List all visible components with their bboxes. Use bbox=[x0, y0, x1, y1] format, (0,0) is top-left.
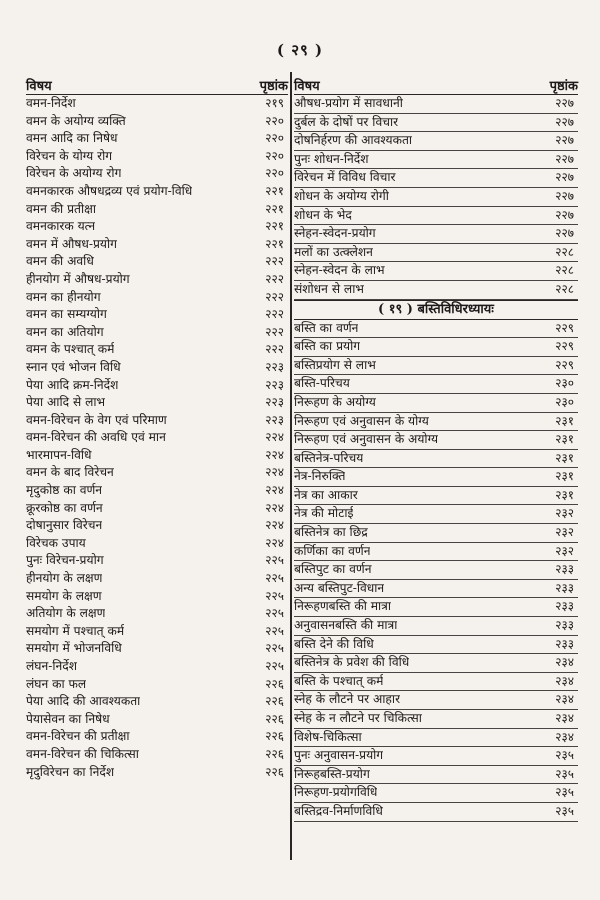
toc-entry-page: २२१ bbox=[265, 219, 284, 234]
toc-entry-page: २३० bbox=[555, 376, 574, 391]
toc-entry bbox=[294, 207, 578, 226]
toc-entry bbox=[26, 394, 288, 412]
toc-entry-page: २३५ bbox=[555, 748, 574, 763]
toc-entry-page: २२४ bbox=[265, 518, 284, 533]
toc-entry bbox=[26, 113, 288, 131]
toc-entry bbox=[26, 535, 288, 553]
toc-entry-page: २२९ bbox=[555, 357, 574, 372]
toc-entry-page: २२७ bbox=[555, 188, 574, 203]
toc-entry bbox=[26, 236, 288, 254]
toc-entry-page: २३१ bbox=[555, 487, 574, 502]
toc-entry-page: २२५ bbox=[265, 553, 284, 568]
toc-entry-page: २२३ bbox=[265, 359, 284, 374]
left-entries bbox=[26, 95, 288, 781]
toc-entry-page: २३४ bbox=[555, 655, 574, 670]
toc-entry bbox=[26, 728, 288, 746]
toc-entry-topic: वमन-विरेचन की प्रतीक्षा bbox=[26, 729, 130, 744]
toc-entry bbox=[294, 543, 578, 562]
left-header bbox=[26, 72, 288, 95]
toc-entry-page: २३३ bbox=[555, 562, 574, 577]
right-header-page: पृष्ठांक bbox=[549, 79, 578, 94]
toc-entry bbox=[26, 359, 288, 377]
toc-entry-page: २२४ bbox=[265, 483, 284, 498]
toc-entry-topic: दुर्बल के दोषों पर विचार bbox=[294, 114, 399, 129]
toc-entry-topic: वमन में औषध-प्रयोग bbox=[26, 236, 118, 251]
toc-entry bbox=[26, 570, 288, 588]
toc-entry bbox=[26, 341, 288, 359]
toc-entry-page: २२६ bbox=[265, 711, 284, 726]
toc-entry bbox=[294, 598, 578, 617]
left-column bbox=[26, 72, 288, 781]
toc-entry bbox=[26, 201, 288, 219]
toc-entry bbox=[26, 253, 288, 271]
toc-entry-page: २२६ bbox=[265, 676, 284, 691]
toc-entry-page: २२७ bbox=[555, 114, 574, 129]
toc-entry-page: २२४ bbox=[265, 447, 284, 462]
toc-entry-page: २२८ bbox=[555, 281, 574, 296]
toc-entry-topic: बस्ति देने की विधि bbox=[294, 636, 374, 651]
toc-entry bbox=[294, 636, 578, 655]
toc-entry bbox=[26, 377, 288, 395]
toc-entry bbox=[294, 132, 578, 151]
toc-entry bbox=[26, 306, 288, 324]
toc-entry bbox=[26, 693, 288, 711]
toc-entry bbox=[294, 561, 578, 580]
toc-entry-topic: नेत्र का आकार bbox=[294, 487, 358, 502]
toc-entry-topic: वमन के अयोग्य व्यक्ति bbox=[26, 113, 126, 128]
toc-entry bbox=[294, 375, 578, 394]
toc-entry-page: २२८ bbox=[555, 263, 574, 278]
toc-entry-topic: पेया आदि से लाभ bbox=[26, 395, 106, 410]
toc-entry-topic: वमन का सम्यग्योग bbox=[26, 307, 107, 322]
toc-entry-topic: बस्तिनेत्र-परिचय bbox=[294, 450, 364, 465]
toc-entry-topic: बस्ति का प्रयोग bbox=[294, 339, 361, 354]
toc-entry-topic: बस्ति के पश्चात् कर्म bbox=[294, 673, 384, 688]
toc-entry bbox=[294, 524, 578, 543]
toc-entry-page: २२५ bbox=[265, 623, 284, 638]
toc-entry-topic: पुनः शोधन-निर्देश bbox=[294, 151, 369, 166]
toc-entry bbox=[26, 640, 288, 658]
toc-entry-page: २२७ bbox=[555, 207, 574, 222]
toc-entry-topic: निरूहणबस्ति की मात्रा bbox=[294, 599, 392, 614]
toc-entry bbox=[294, 431, 578, 450]
toc-entry-page: २२० bbox=[265, 131, 284, 146]
toc-entry-page: २३५ bbox=[555, 785, 574, 800]
toc-entry-topic: पेया आदि की आवश्यकता bbox=[26, 694, 141, 709]
toc-entry bbox=[26, 517, 288, 535]
toc-entry-page: २३३ bbox=[555, 618, 574, 633]
toc-entry-topic: कर्णिका का वर्णन bbox=[294, 543, 371, 558]
toc-entry-topic: निरूहण के अयोग्य bbox=[294, 394, 376, 409]
toc-entry-topic: दोषनिर्हरण की आवश्यकता bbox=[294, 133, 413, 148]
toc-entry bbox=[294, 188, 578, 207]
toc-entry-topic: पेया आदि क्रम-निर्देश bbox=[26, 377, 119, 392]
toc-entry-page: २२६ bbox=[265, 729, 284, 744]
toc-entry-page: २३१ bbox=[555, 432, 574, 447]
toc-entry-page: २१९ bbox=[265, 96, 284, 110]
toc-entry-topic: स्नेहन-स्वेदन के लाभ bbox=[294, 263, 385, 278]
toc-entry-page: २२४ bbox=[265, 500, 284, 515]
toc-entry-topic: समयोग में पश्चात् कर्म bbox=[26, 623, 125, 638]
toc-entry-topic: पुनः विरेचन-प्रयोग bbox=[26, 553, 104, 568]
toc-entry-topic: वमन का अतियोग bbox=[26, 324, 104, 339]
toc-entry-page: २२७ bbox=[555, 96, 574, 110]
toc-entry-topic: वमन-विरेचन की अवधि एवं मान bbox=[26, 430, 166, 445]
toc-entry-page: २३३ bbox=[555, 580, 574, 595]
toc-entry bbox=[26, 447, 288, 465]
toc-entry bbox=[294, 394, 578, 413]
toc-entry bbox=[26, 95, 288, 113]
toc-entry-page: २२२ bbox=[265, 271, 284, 286]
toc-entry-page: २२७ bbox=[555, 226, 574, 241]
toc-entry bbox=[294, 580, 578, 599]
toc-entry-page: २२८ bbox=[555, 244, 574, 259]
toc-entry bbox=[26, 552, 288, 570]
toc-entry-topic: क्रूरकोष्ठ का वर्णन bbox=[26, 500, 103, 515]
toc-entry-topic: अतियोग के लक्षण bbox=[26, 606, 106, 621]
toc-entry-page: २२३ bbox=[265, 395, 284, 410]
toc-entry-topic: बस्ति-परिचय bbox=[294, 376, 350, 391]
toc-entry-topic: अनुवासनबस्ति की मात्रा bbox=[294, 618, 398, 633]
toc-entry bbox=[294, 505, 578, 524]
toc-entry bbox=[294, 151, 578, 170]
toc-entry bbox=[294, 710, 578, 729]
toc-entry bbox=[26, 676, 288, 694]
toc-entry-topic: लंघन-निर्देश bbox=[26, 659, 78, 673]
toc-entry-page: २२४ bbox=[265, 465, 284, 480]
toc-entry-page: २३५ bbox=[555, 766, 574, 781]
toc-entry-topic: शोधन के भेद bbox=[294, 207, 352, 222]
toc-entry-topic: विरेचक उपाय bbox=[26, 535, 86, 550]
toc-entry bbox=[294, 281, 578, 300]
toc-entry bbox=[26, 711, 288, 729]
toc-entry-topic: बस्तिनेत्र का छिद्र bbox=[294, 525, 368, 540]
toc-entry-topic: वमन का हीनयोग bbox=[26, 289, 101, 304]
toc-entry bbox=[294, 338, 578, 357]
left-header-topic: विषय bbox=[26, 79, 52, 94]
toc-entry-page: २२४ bbox=[265, 535, 284, 550]
toc-entry-page: २२० bbox=[265, 113, 284, 128]
toc-entry bbox=[294, 413, 578, 432]
toc-entry-page: २३२ bbox=[555, 525, 574, 540]
toc-entry bbox=[26, 183, 288, 201]
toc-entry-topic: विरेचन के अयोग्य रोग bbox=[26, 166, 122, 181]
toc-entry bbox=[294, 654, 578, 673]
toc-entry bbox=[26, 271, 288, 289]
toc-entry-topic: नेत्र-निरुक्ति bbox=[294, 469, 346, 484]
toc-entry-topic: बस्तिनेत्र के प्रवेश की विधि bbox=[294, 655, 410, 670]
toc-entry bbox=[294, 114, 578, 133]
toc-entry bbox=[294, 95, 578, 114]
toc-entry bbox=[294, 225, 578, 244]
right-entries-b bbox=[294, 320, 578, 822]
right-column bbox=[288, 72, 578, 822]
chapter-heading: ( १९ ) बस्तिविधिरध्यायः bbox=[294, 300, 578, 320]
toc-entry-topic: बस्ति का वर्णन bbox=[294, 320, 359, 335]
toc-entry-topic: समयोग के लक्षण bbox=[26, 588, 102, 603]
toc-entry bbox=[26, 623, 288, 641]
toc-entry-page: २२३ bbox=[265, 412, 284, 427]
toc-entry-topic: लंघन का फल bbox=[26, 676, 87, 691]
toc-entry-topic: स्नेहन-स्वेदन-प्रयोग bbox=[294, 226, 376, 241]
toc-entry-topic: मलों का उत्क्लेशन bbox=[294, 244, 373, 259]
toc-entry-page: २२५ bbox=[265, 606, 284, 621]
toc-entry-topic: शोधन के अयोग्य रोगी bbox=[294, 188, 389, 203]
toc-entry bbox=[294, 357, 578, 376]
toc-entry bbox=[294, 450, 578, 469]
toc-entry-page: २२५ bbox=[265, 641, 284, 656]
toc-entry-topic: स्नान एवं भोजन विधि bbox=[26, 359, 121, 374]
toc-entry-topic: निरूहण-प्रयोगविधि bbox=[294, 785, 378, 800]
toc-entry-page: २२१ bbox=[265, 183, 284, 198]
toc-entry bbox=[26, 412, 288, 430]
toc-entry-page: २३४ bbox=[555, 729, 574, 744]
toc-entry-page: २३४ bbox=[555, 711, 574, 725]
toc-entry bbox=[26, 658, 288, 676]
toc-entry bbox=[26, 289, 288, 307]
toc-entry-topic: वमनकारक यत्न bbox=[26, 219, 96, 234]
toc-entry-page: २२५ bbox=[265, 588, 284, 603]
toc-entry bbox=[26, 588, 288, 606]
toc-entry-topic: विशेष-चिकित्सा bbox=[294, 729, 362, 744]
toc-entry-topic: वमन की अवधि bbox=[26, 254, 94, 269]
toc-entry-topic: वमन की प्रतीक्षा bbox=[26, 201, 97, 216]
toc-entry-page: २३४ bbox=[555, 673, 574, 688]
toc-entry-topic: निरूहण एवं अनुवासन के योग्य bbox=[294, 413, 429, 428]
toc-entry-page: २२२ bbox=[265, 324, 284, 339]
right-header bbox=[294, 72, 578, 95]
toc-entry-topic: बस्तिद्रव-निर्माणविधि bbox=[294, 803, 383, 818]
toc-entry bbox=[26, 764, 288, 782]
toc-entry-topic: औषध-प्रयोग में सावधानी bbox=[294, 96, 403, 110]
toc-entry bbox=[294, 729, 578, 748]
toc-entry bbox=[294, 487, 578, 506]
toc-entry-topic: निरूहण एवं अनुवासन के अयोग्य bbox=[294, 432, 439, 447]
toc-entry-topic: वमन-निर्देश bbox=[26, 96, 76, 110]
toc-entry bbox=[294, 262, 578, 281]
toc-entry bbox=[26, 605, 288, 623]
toc-entry-page: २२७ bbox=[555, 133, 574, 148]
toc-entry-page: २२१ bbox=[265, 236, 284, 251]
toc-entry-topic: वमन-विरेचन की चिकित्सा bbox=[26, 746, 139, 761]
toc-entry-topic: बस्तिपुट का वर्णन bbox=[294, 562, 372, 577]
toc-entry-page: २३३ bbox=[555, 636, 574, 651]
toc-entry bbox=[294, 803, 578, 822]
toc-entry-topic: वमन-विरेचन के वेग एवं परिमाण bbox=[26, 412, 167, 427]
toc-entry-page: २२६ bbox=[265, 764, 284, 779]
right-header-topic: विषय bbox=[294, 79, 320, 94]
toc-entry-topic: वमन के बाद विरेचन bbox=[26, 465, 114, 480]
toc-entry-page: २२६ bbox=[265, 694, 284, 709]
toc-entry-topic: संशोधन से लाभ bbox=[294, 281, 364, 296]
toc-entry-topic: अन्य बस्तिपुट-विधान bbox=[294, 580, 385, 595]
right-entries-a bbox=[294, 95, 578, 300]
toc-entry bbox=[294, 784, 578, 803]
toc-entry-topic: मृदुविरेचन का निर्देश bbox=[26, 764, 115, 779]
toc-entry-page: २३१ bbox=[555, 413, 574, 428]
table-of-contents bbox=[26, 72, 578, 822]
toc-entry-topic: पुनः अनुवासन-प्रयोग bbox=[294, 748, 384, 763]
toc-entry-page: २२२ bbox=[265, 307, 284, 322]
toc-entry bbox=[294, 244, 578, 263]
toc-entry-page: २२२ bbox=[265, 289, 284, 304]
toc-entry-page: २२१ bbox=[265, 201, 284, 216]
toc-entry-topic: मृदुकोष्ठ का वर्णन bbox=[26, 483, 103, 498]
page-number: ( २९ ) bbox=[276, 41, 324, 59]
toc-entry-page: २३० bbox=[555, 394, 574, 409]
toc-entry bbox=[294, 468, 578, 487]
toc-entry bbox=[26, 148, 288, 166]
toc-entry-page: २२७ bbox=[555, 151, 574, 166]
toc-entry-topic: निरूहबस्ति-प्रयोग bbox=[294, 766, 370, 781]
toc-entry-topic: स्नेह के लौटने पर आहार bbox=[294, 692, 401, 707]
toc-entry-page: २३१ bbox=[555, 450, 574, 465]
toc-entry-topic: समयोग में भोजनविधि bbox=[26, 641, 122, 656]
toc-entry-page: २२३ bbox=[265, 377, 284, 392]
toc-entry-topic: पेयासेवन का निषेध bbox=[26, 711, 110, 726]
toc-entry bbox=[294, 169, 578, 188]
toc-entry bbox=[294, 320, 578, 339]
toc-entry-topic: वमन के पश्चात् कर्म bbox=[26, 342, 115, 357]
toc-entry-topic: दोषानुसार विरेचन bbox=[26, 518, 103, 533]
toc-entry-topic: नेत्र की मोटाई bbox=[294, 506, 354, 521]
toc-entry bbox=[26, 429, 288, 447]
left-header-page: पृष्ठांक bbox=[259, 79, 288, 94]
toc-entry bbox=[294, 766, 578, 785]
toc-entry bbox=[294, 617, 578, 636]
toc-entry-page: २२२ bbox=[265, 254, 284, 269]
toc-entry bbox=[26, 324, 288, 342]
toc-entry-page: २२२ bbox=[265, 342, 284, 357]
toc-entry-page: २२४ bbox=[265, 430, 284, 445]
toc-entry bbox=[26, 500, 288, 518]
toc-entry-topic: हीनयोग के लक्षण bbox=[26, 571, 103, 586]
toc-entry bbox=[26, 218, 288, 236]
toc-entry-page: २२० bbox=[265, 148, 284, 163]
toc-entry bbox=[294, 691, 578, 710]
toc-entry-page: २२९ bbox=[555, 320, 574, 335]
toc-entry bbox=[26, 165, 288, 183]
toc-entry-topic: बस्तिप्रयोग से लाभ bbox=[294, 357, 376, 372]
toc-entry-page: २२० bbox=[265, 166, 284, 181]
toc-entry-topic: विरेचन के योग्य रोग bbox=[26, 148, 113, 163]
toc-entry bbox=[26, 130, 288, 148]
toc-entry bbox=[26, 482, 288, 500]
toc-entry-topic: स्नेह के न लौटने पर चिकित्सा bbox=[294, 711, 422, 725]
toc-entry-page: २३४ bbox=[555, 692, 574, 707]
toc-entry-topic: भारमापन-विधि bbox=[26, 447, 92, 462]
toc-entry-page: २२५ bbox=[265, 571, 284, 586]
toc-entry-page: २३५ bbox=[555, 803, 574, 818]
toc-entry-page: २२९ bbox=[555, 339, 574, 354]
toc-entry-page: २२६ bbox=[265, 746, 284, 761]
toc-entry-page: २२७ bbox=[555, 170, 574, 185]
toc-entry-page: २२५ bbox=[265, 659, 284, 673]
toc-entry-topic: विरेचन में विविध विचार bbox=[294, 170, 396, 185]
toc-entry bbox=[26, 464, 288, 482]
toc-entry-page: २३२ bbox=[555, 543, 574, 558]
toc-entry bbox=[294, 747, 578, 766]
toc-entry bbox=[294, 673, 578, 692]
toc-entry-page: २३२ bbox=[555, 506, 574, 521]
toc-entry-page: २३१ bbox=[555, 469, 574, 484]
toc-entry-topic: हीनयोग में औषध-प्रयोग bbox=[26, 271, 130, 286]
toc-entry-page: २३३ bbox=[555, 599, 574, 614]
toc-entry bbox=[26, 746, 288, 764]
toc-entry-topic: वमनकारक औषधद्रव्य एवं प्रयोग-विधि bbox=[26, 183, 193, 198]
toc-entry-topic: वमन आदि का निषेध bbox=[26, 131, 118, 146]
